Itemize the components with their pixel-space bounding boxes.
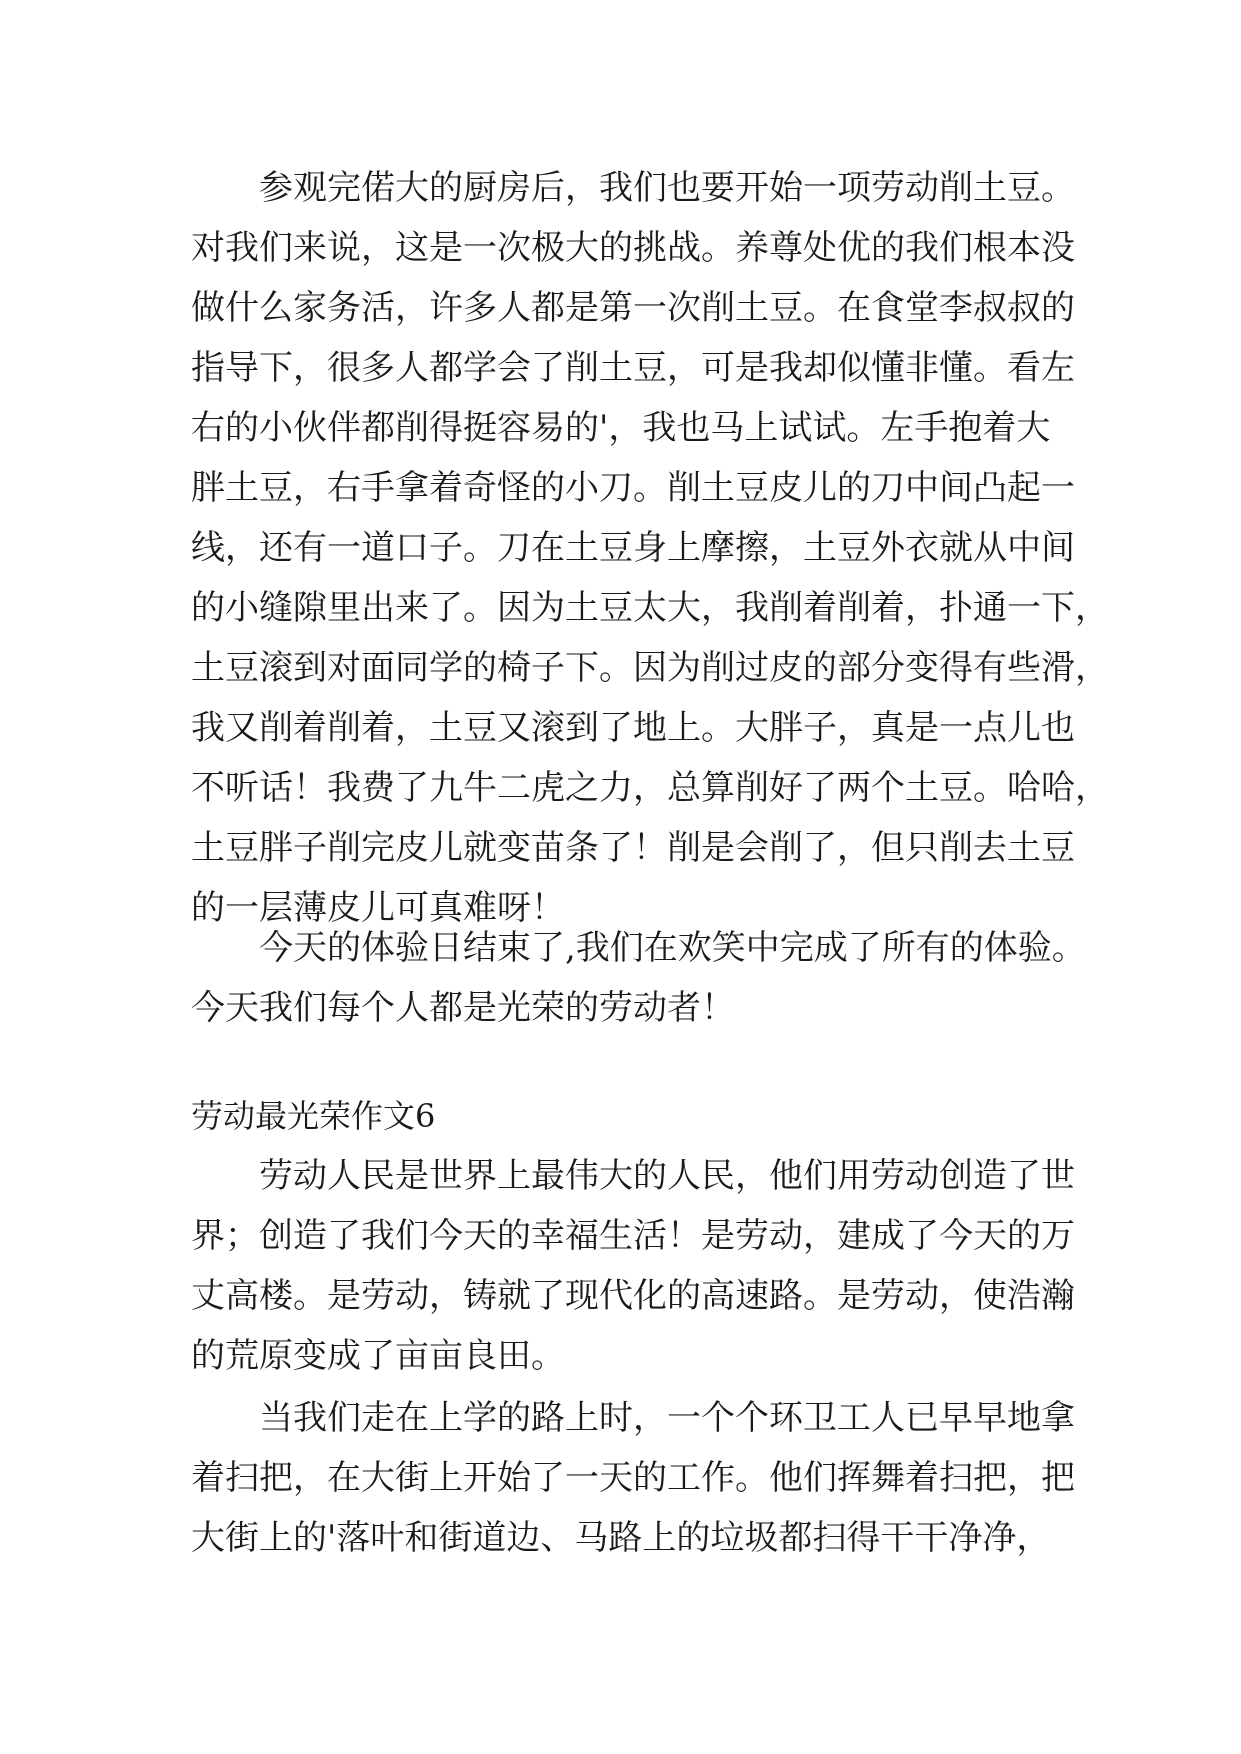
text-line: 的小缝隙里出来了。因为土豆太大，我削着削着，扑通一下， [191,588,1109,628]
text-line: 界；创造了我们今天的幸福生活！是劳动，建成了今天的万 [191,1216,1075,1256]
text-line: 着扫把，在大街上开始了一天的工作。他们挥舞着扫把，把 [191,1458,1075,1498]
text-line: 的荒原变成了亩亩良田。 [191,1336,565,1376]
text-line: 对我们来说，这是一次极大的挑战。养尊处优的我们根本没 [191,228,1075,268]
text-line: 今天我们每个人都是光荣的劳动者！ [191,988,735,1028]
text-line: 土豆滚到对面同学的椅子下。因为削过皮的部分变得有些滑， [191,648,1109,688]
text-line: 线，还有一道口子。刀在土豆身上摩擦，土豆外衣就从中间 [191,528,1075,568]
text-line: 参观完偌大的厨房后，我们也要开始一项劳动削土豆。 [259,168,1075,208]
text-line: 当我们走在上学的路上时，一个个环卫工人已早早地拿 [259,1398,1075,1438]
essay-heading: 劳动最光荣作文6 [191,1097,436,1135]
text-line: 指导下，很多人都学会了削土豆，可是我却似懂非懂。看左 [191,348,1075,388]
text-line: 今天的体验日结束了,我们在欢笑中完成了所有的体验。 [259,928,1086,968]
text-line: 不听话！我费了九牛二虎之力，总算削好了两个土豆。哈哈， [191,768,1109,808]
text-line: 丈高楼。是劳动，铸就了现代化的高速路。是劳动，使浩瀚 [191,1276,1075,1316]
text-line: 大街上的'落叶和街道边、马路上的垃圾都扫得干干净净， [191,1518,1051,1558]
text-line: 我又削着削着，土豆又滚到了地上。大胖子，真是一点儿也 [191,708,1075,748]
paragraph-potato-peeling [191,158,1109,938]
paragraph-sanitation-workers [191,1388,1075,1568]
paragraph-labor-people [191,1146,1075,1386]
text-line: 的一层薄皮儿可真难呀！ [191,888,565,928]
text-line: 土豆胖子削完皮儿就变苗条了！削是会削了，但只削去土豆 [191,828,1075,868]
text-line: 做什么家务活，许多人都是第一次削土豆。在食堂李叔叔的 [191,288,1075,328]
paragraph-experience-end [191,918,1086,1038]
text-line: 右的小伙伴都削得挺容易的'，我也马上试试。左手抱着大 [191,408,1051,448]
text-line: 劳动人民是世界上最伟大的人民，他们用劳动创造了世 [259,1156,1075,1196]
text-line: 胖土豆，右手拿着奇怪的小刀。削土豆皮儿的刀中间凸起一 [191,468,1075,508]
